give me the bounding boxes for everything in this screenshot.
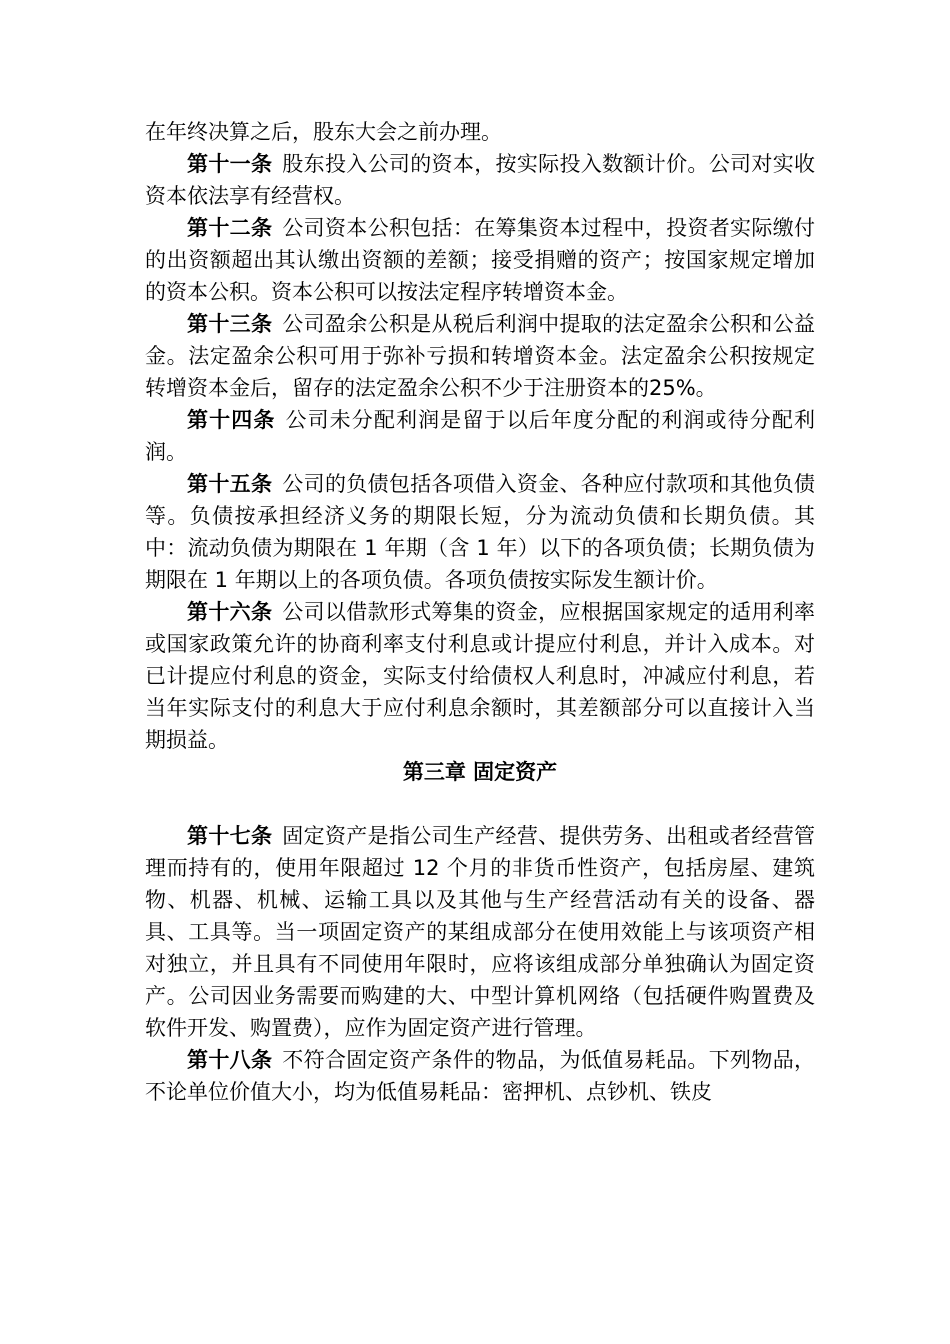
article-text: 股东投入公司的资本，按实际投入数额计价。公司对实收资本依法享有经营权。 xyxy=(145,152,816,208)
article-label: 第十六条 xyxy=(187,600,273,624)
article-text: 公司资本公积包括：在筹集资本过程中，投资者实际缴付的出资额超出其认缴出资额的差额；接受捐赠的资产；按国家规定增加的资本公积。资本公积可以按法定程序转增资本金。 xyxy=(145,216,816,304)
article-label: 第十四条 xyxy=(187,408,276,432)
article-16 xyxy=(145,596,815,756)
article-14 xyxy=(145,404,815,468)
article-15 xyxy=(145,468,815,596)
article-text: 固定资产是指公司生产经营、提供劳务、出租或者经营管理而持有的，使用年限超过 12 个月的非货币性资产，包括房屋、建筑物、机器、机械、运输工具以及其他与生产经营活动有关的设备、器具、工具等。当一项固定资产的某组成部分在使用效能上与该项资产相对独立，并且具有不同使用年限时，应将该组成部分单独确认为固定资产。公司因业务需要而购建的大、中型计算机网络（包括硬件购置费及软件开发、购置费），应作为固定资产进行管理。 xyxy=(145,824,816,1040)
article-label: 第十二条 xyxy=(187,216,273,240)
article-label: 第十一条 xyxy=(187,152,273,176)
article-17 xyxy=(145,820,815,1044)
article-13 xyxy=(145,308,815,404)
article-label: 第十七条 xyxy=(187,824,273,848)
article-label: 第十八条 xyxy=(187,1048,273,1072)
article-12 xyxy=(145,212,815,308)
article-label: 第十三条 xyxy=(187,312,273,336)
article-label: 第十五条 xyxy=(187,472,273,496)
chapter-heading: 第三章 固定资产 xyxy=(402,760,558,784)
article-text: 公司的负债包括各项借入资金、各种应付款项和其他负债等。负债按承担经济义务的期限长短，分为流动负债和长期负债。其中：流动负债为期限在 1 年期（含 1 年）以下的各项负债；长期负债为期限在 1 年期以上的各项负债。各项负债按实际发生额计价。 xyxy=(145,472,816,592)
article-11 xyxy=(145,148,815,212)
article-text: 不符合固定资产条件的物品，为低值易耗品。下列物品，不论单位价值大小，均为低值易耗品：密押机、点钞机、铁皮 xyxy=(145,1048,816,1104)
lead-paragraph: 在年终决算之后，股东大会之前办理。 xyxy=(145,120,502,144)
article-text: 公司未分配利润是留于以后年度分配的利润或待分配利润。 xyxy=(145,408,816,464)
article-text: 公司盈余公积是从税后利润中提取的法定盈余公积和公益金。法定盈余公积可用于弥补亏损和转增资本金。法定盈余公积按规定转增资本金后，留存的法定盈余公积不少于注册资本的25%。 xyxy=(145,312,816,400)
article-text: 公司以借款形式筹集的资金，应根据国家规定的适用利率或国家政策允许的协商利率支付利息或计提应付利息，并计入成本。对已计提应付利息的资金，实际支付给债权人利息时，冲减应付利息，若当年实际支付的利息大于应付利息余额时，其差额部分可以直接计入当期损益。 xyxy=(145,600,816,752)
article-18 xyxy=(145,1044,815,1108)
document-page xyxy=(145,116,815,1108)
